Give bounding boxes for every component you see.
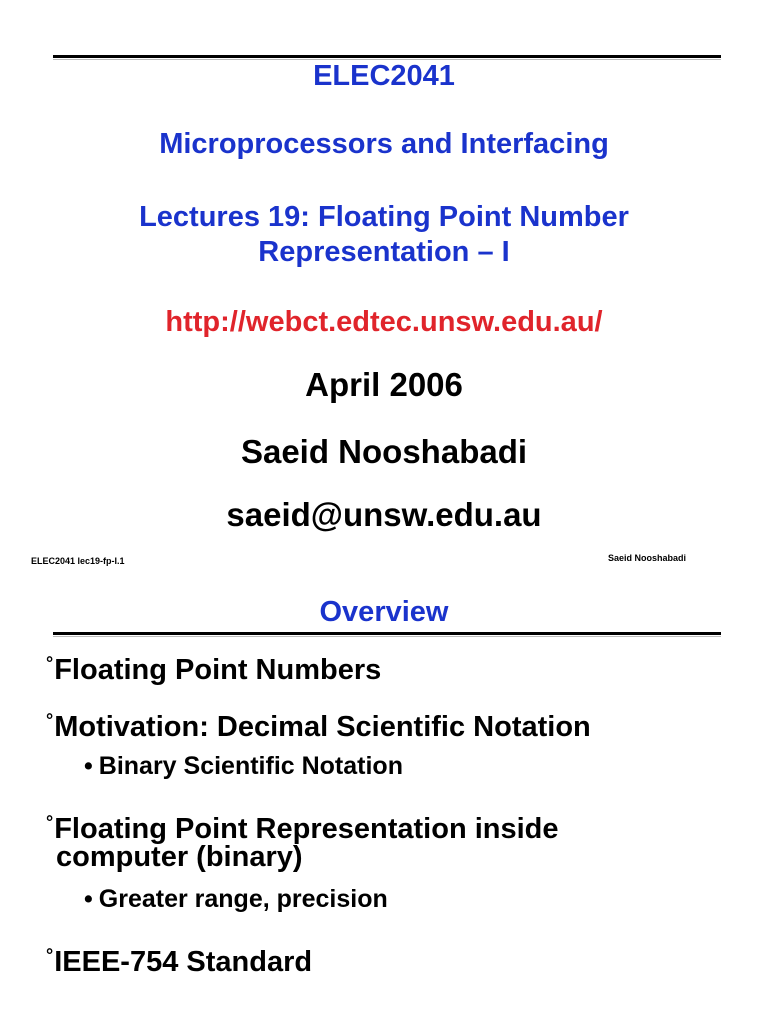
overview-rule [53,632,721,635]
bullet-marker: ° [46,812,54,832]
course-title: Microprocessors and Interfacing [159,128,609,160]
bullet-text: IEEE-754 Standard [54,946,313,978]
course-code: ELEC2041 [313,60,455,92]
bullet-item [46,808,559,871]
bullet-item [46,940,312,977]
bullet-item [46,705,591,742]
subbullet-item [84,752,403,781]
bullet-item [46,648,381,685]
bullet-text: Motivation: Decimal Scientific Notation [54,711,591,743]
bullet-text: Floating Point Representation inside [54,813,559,845]
course-url: http://webct.edtec.unsw.edu.au/ [165,306,603,338]
author-name: Saeid Nooshabadi [240,433,528,470]
lecture-title-line2: Representation – I [258,236,510,268]
subbullet-marker: • [84,885,93,913]
bullet-marker: ° [46,710,54,730]
bullet-text-continuation: computer (binary) [56,841,303,873]
bullet-text: Floating Point Numbers [54,654,382,686]
subbullet-text: Greater range, precision [98,885,388,913]
lecture-date: April 2006 [305,366,463,403]
top-rule [53,55,721,58]
footer-left: ELEC2041 lec19-fp-I.1 [31,556,125,566]
overview-title: Overview [319,596,449,628]
subbullet-text: Binary Scientific Notation [98,752,403,780]
footer-right: Saeid Nooshabadi [608,553,687,563]
subbullet-item [84,885,388,914]
bullet-marker: ° [46,945,54,965]
bullet-marker: ° [46,653,54,673]
author-email: saeid@unsw.edu.au [226,496,542,533]
lecture-title-line1: Lectures 19: Floating Point Number [139,201,629,233]
subbullet-marker: • [84,752,93,780]
